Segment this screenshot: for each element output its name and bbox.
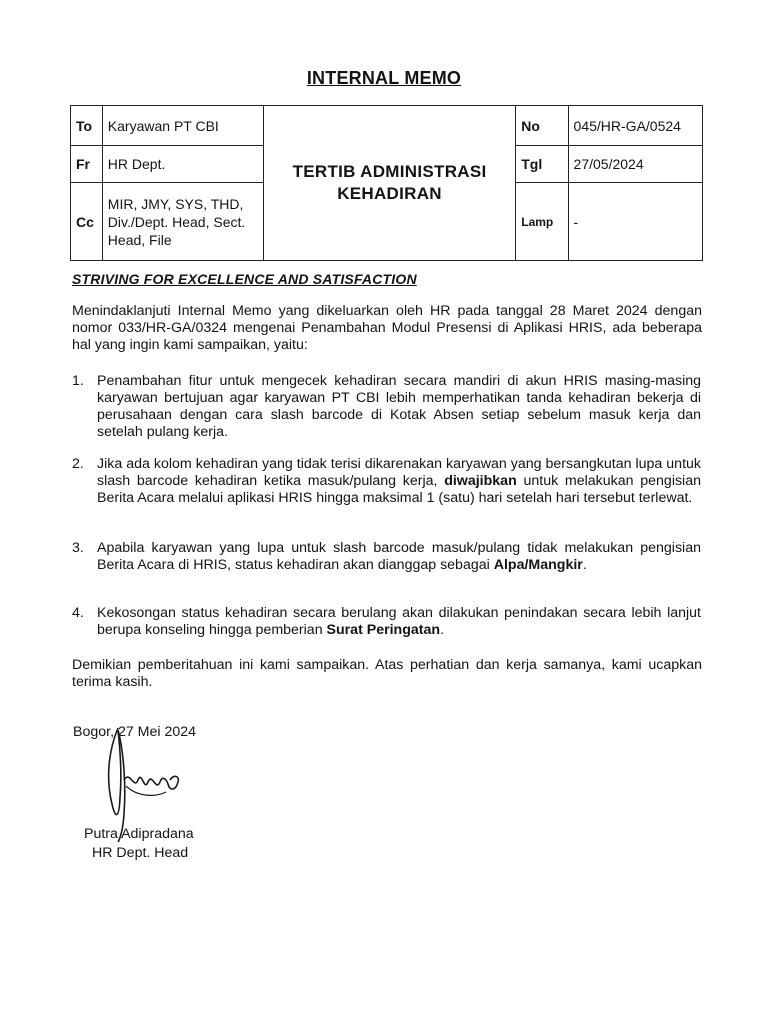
list-item-number: 4. bbox=[72, 605, 84, 621]
list-item-text-a: Kekosongan status kehadiran secara berulang akan dilakukan penindakan secara lebih lanjut berupa konseling hingga pemberian bbox=[97, 605, 701, 638]
no-value: 045/HR-GA/0524 bbox=[568, 106, 702, 146]
cc-value: MIR, JMY, SYS, THD, Div./Dept. Head, Sect. Head, File bbox=[102, 183, 263, 261]
list-item-text-b: untuk melakukan pengisian Berita Acara melalui aplikasi HRIS hingga maksimal 1 (satu) hari setelah hari tersebut terlewat. bbox=[97, 473, 701, 506]
fr-value: HR Dept. bbox=[102, 146, 263, 183]
to-value: Karyawan PT CBI bbox=[102, 106, 263, 146]
list-item-text-b: . bbox=[582, 557, 587, 573]
list-item-bold: Surat Peringatan bbox=[326, 622, 441, 638]
list-item-text-b: . bbox=[440, 622, 445, 638]
motto-heading: STRIVING FOR EXCELLENCE AND SATISFACTION bbox=[72, 271, 417, 287]
closing-paragraph: Demikian pemberitahuan ini kami sampaikan. Atas perhatian dan kerja samanya, kami ucapkan terima kasih. bbox=[72, 657, 702, 690]
tgl-label: Tgl bbox=[516, 146, 568, 183]
list-item-bold: Alpa/Mangkir bbox=[493, 557, 583, 573]
memo-title: INTERNAL MEMO bbox=[306, 68, 462, 88]
signature-image bbox=[96, 722, 196, 842]
intro-paragraph: Menindaklanjuti Internal Memo yang dikeluarkan oleh HR pada tanggal 28 Maret 2024 dengan nomor 033/HR-GA/0324 mengenai Penambahan Modul Presensi di Aplikasi HRIS, ada beberapa hal yang ingin kami sampaikan, yaitu: bbox=[72, 303, 702, 353]
cc-label: Cc bbox=[71, 183, 103, 261]
list-item-text bbox=[97, 540, 701, 574]
signer-name: Putra Adipradana bbox=[84, 826, 194, 842]
place-date: Bogor, 27 Mei 2024 bbox=[73, 724, 197, 740]
subject-cell bbox=[263, 106, 515, 261]
memo-header-table bbox=[70, 105, 703, 261]
to-label: To bbox=[71, 106, 103, 146]
lamp-label: Lamp bbox=[516, 183, 568, 261]
no-label: No bbox=[516, 106, 568, 146]
list-item-text-a: Jika ada kolom kehadiran yang tidak terisi dikarenakan karyawan yang bersangkutan lupa untuk slash barcode kehadiran ketika masuk/pulang kerja, bbox=[97, 456, 701, 489]
list-item-number: 1. bbox=[72, 373, 84, 389]
list-item-text bbox=[97, 456, 701, 507]
lamp-value: - bbox=[568, 183, 702, 261]
list-item-number: 2. bbox=[72, 456, 84, 472]
list-item-bold: diwajibkan bbox=[444, 473, 517, 489]
subject-line-2: KEHADIRAN bbox=[337, 184, 442, 203]
list-item-number: 3. bbox=[72, 540, 84, 556]
list-item-text: Penambahan fitur untuk mengecek kehadiran secara mandiri di akun HRIS masing-masing karyawan bertujuan agar karyawan PT CBI lebih memperhatikan tanda kehadiran bekerja di perusahaan dengan cara slash barcode di Kotak Absen setiap sebelum masuk kerja dan setelah pulang kerja. bbox=[97, 373, 701, 440]
list-item-text-a: Apabila karyawan yang lupa untuk slash barcode masuk/pulang tidak melakukan pengisian Berita Acara di HRIS, status kehadiran akan dianggap sebagai bbox=[97, 540, 701, 573]
tgl-value: 27/05/2024 bbox=[568, 146, 702, 183]
signer-title: HR Dept. Head bbox=[92, 845, 189, 861]
subject-line-1: TERTIB ADMINISTRASI bbox=[292, 162, 487, 181]
fr-label: Fr bbox=[71, 146, 103, 183]
list-item-text bbox=[97, 605, 701, 639]
